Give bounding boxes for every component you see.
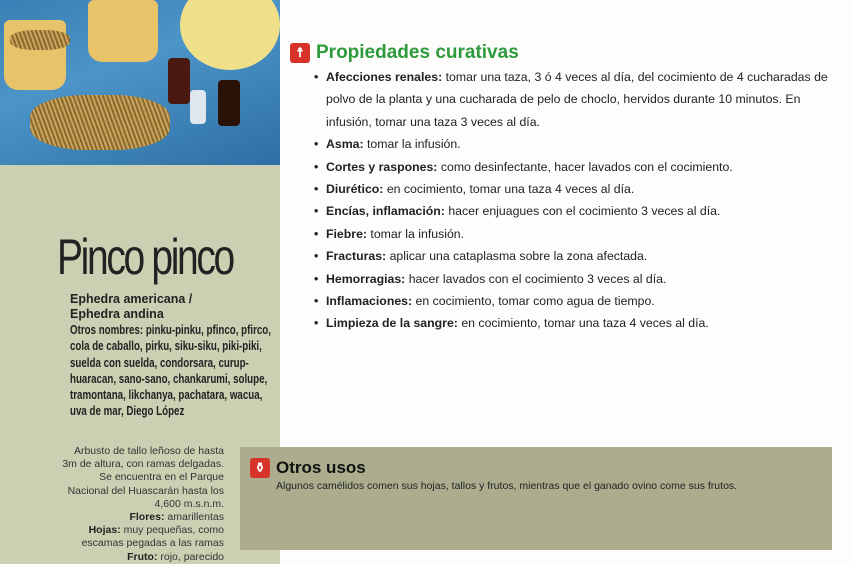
property-text: en cocimiento, tomar una taza 4 veces al día.: [386, 182, 635, 197]
property-item: [314, 66, 834, 133]
hojas-label: Hojas:: [88, 524, 121, 537]
property-item: [314, 312, 834, 334]
property-item: [314, 200, 834, 222]
plant-photo: [0, 0, 280, 165]
hojas-text: muy pequeñas, como escamas pegadas a las ramas: [81, 524, 224, 550]
human-figure-icon: ☨: [290, 43, 310, 63]
property-item: [314, 178, 834, 200]
plant-name: Pinco pinco: [57, 229, 233, 285]
property-text: tomar una taza, 3 ó 4 veces al día, del cocimiento de 4 cucharadas de polvo de la planta y una cucharada de pelo de choclo, hervidos durante 10 minutos. En infusión, tomar una taza 3 veces al día.: [326, 70, 828, 129]
flores-label: Flores:: [129, 511, 165, 524]
property-text: tomar la infusión.: [367, 137, 461, 152]
property-item: [314, 223, 834, 245]
description-text: Arbusto de tallo leñoso de hasta 3m de altura, con ramas delgadas. Se encuentra en el Parque Nacional del Huascarán hasta los 4,600 m.s.n.m.: [62, 445, 224, 510]
dried-plant: [30, 95, 170, 150]
other-uses-text: Algunos camélidos comen sus hojas, tallos y frutos, mientras que el ganado ovino come sus frutos.: [276, 480, 738, 492]
fruto-label: Fruto:: [127, 550, 158, 563]
scientific-name: [70, 292, 192, 322]
property-term: Encías, inflamación:: [326, 204, 445, 219]
property-item: [314, 133, 834, 155]
properties-heading: [290, 42, 519, 64]
bottle: [168, 58, 190, 104]
scientific-name-2: Ephedra andina: [70, 307, 164, 321]
other-names: Otros nombres: pinku-pinku, pfinco, pfirco, cola de caballo, pirku, siku-siku, piki-piki, suelda con suelda, condorsara, curup-huaracan, sano-sano, chankarumi, solupe, tramontana, likchanya, pachatara, wacua, uva de mar, Diego López: [70, 323, 271, 419]
property-term: Fracturas:: [326, 249, 387, 264]
property-term: Inflamaciones:: [326, 294, 413, 309]
property-text: en cocimiento, tomar como agua de tiempo.: [415, 294, 655, 309]
property-term: Asma:: [326, 137, 364, 152]
yellow-jar: [180, 0, 280, 70]
flores-text: amarillentas: [167, 511, 224, 524]
property-text: tomar la infusión.: [370, 226, 465, 241]
property-text: en cocimiento, tomar una taza 4 veces al día.: [461, 316, 709, 331]
other-uses-title: Otros usos: [276, 458, 366, 477]
properties-list: [314, 66, 834, 335]
property-item: [314, 268, 834, 290]
plant-description: [60, 445, 224, 564]
properties-title: Propiedades curativas: [316, 42, 519, 63]
mortar-icon: ⚱: [250, 458, 270, 478]
clay-pot: [88, 0, 158, 62]
property-text: como desinfectante, hacer lavados con el cocimiento.: [440, 159, 733, 174]
other-uses-heading: [250, 458, 366, 478]
property-text: aplicar una cataplasma sobre la zona afectada.: [389, 249, 648, 264]
property-text: hacer enjuagues con el cocimiento 3 veces al día.: [448, 204, 721, 219]
glass-vial: [190, 90, 206, 124]
property-item: [314, 245, 834, 267]
property-item: [314, 290, 834, 312]
property-term: Hemorragias:: [326, 271, 406, 286]
dried-plant: [10, 30, 70, 50]
property-item: [314, 156, 834, 178]
bottle: [218, 80, 240, 126]
property-term: Limpieza de la sangre:: [326, 316, 458, 331]
property-term: Diurético:: [326, 182, 384, 197]
property-term: Afecciones renales:: [326, 70, 443, 84]
scientific-name-1: Ephedra americana /: [70, 292, 193, 306]
property-term: Fiebre:: [326, 226, 367, 241]
property-text: hacer lavados con el cocimiento 3 veces al día.: [408, 271, 667, 286]
fruto-text: rojo, parecido: [160, 550, 224, 563]
property-term: Cortes y raspones:: [326, 159, 438, 174]
